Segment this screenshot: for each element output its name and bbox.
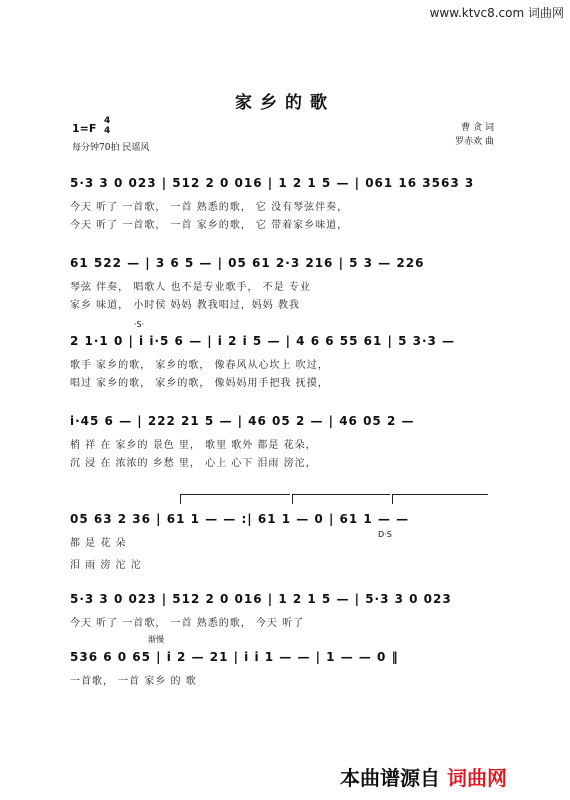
score-row-1-notes: 5·3 3 0 023 | 512 2 0 016 | 1 2 1 5 — | 061 16 3563 3 bbox=[70, 176, 475, 190]
volta-bracket-2 bbox=[292, 494, 390, 495]
watermark-bottom bbox=[340, 762, 507, 791]
meter-bottom: 4 bbox=[104, 126, 111, 136]
volta-bracket-2-edge bbox=[292, 494, 293, 504]
score-row-7-lyric-1: 一首歌， 一首 家乡 的 歌 bbox=[70, 676, 197, 687]
key-signature: 1=F bbox=[72, 122, 97, 135]
watermark-top: www.ktvc8.com 词曲网 bbox=[429, 6, 564, 20]
volta-bracket-1-edge bbox=[180, 494, 181, 504]
score-row-4-lyric-2: 沉 浸 在 浓浓的 乡愁 里， 心上 心下 泪雨 滂沱， bbox=[70, 458, 317, 469]
lyricist-credit: 曹 贪 词 bbox=[461, 123, 494, 133]
score-row-5-notes: 05 63 2 36 | 61 1 — — :| 61 1 — 0 | 61 1 — — bbox=[70, 512, 410, 526]
score-row-2-notes: 61 522 — | 3 6 5 — | 05 61 2·3 216 | 5 3 — 226 bbox=[70, 256, 425, 270]
watermark-bottom-text: 本曲谱源自 bbox=[340, 766, 440, 790]
meter-top: 4 bbox=[104, 116, 111, 126]
score-row-3-lyric-1: 歌手 家乡的歌， 家乡的歌， 像春风从心坎上 吹过， bbox=[70, 360, 329, 371]
score-row-5-lyric-2: 泪 雨 滂 沱 沱 bbox=[70, 560, 142, 571]
score-row-4-notes: i·45 6 — | 222 21 5 — | 46 05 2 — | 46 05 2 — bbox=[70, 414, 415, 428]
score-row-1-lyric-2: 今天 听了 一首歌， 一首 家乡的歌， 它 带着家乡味道， bbox=[70, 220, 349, 231]
score-row-3-lyric-2: 唱过 家乡的歌， 家乡的歌， 像妈妈用手把我 抚摸， bbox=[70, 378, 329, 389]
dal-segno-mark: D·S bbox=[378, 530, 392, 539]
score-row-4-lyric-1: 梢 祥 在 家乡的 景色 里， 歌里 歌外 都是 花朵， bbox=[70, 440, 317, 451]
score-row-3-notes: 2 1·1 0 | i i·5 6 — | i 2 i 5 — | 4 6 6 55 61 | 5 3·3 — bbox=[70, 334, 456, 348]
score-row-6-notes: 5·3 3 0 023 | 512 2 0 016 | 1 2 1 5 — | 5·3 3 0 023 bbox=[70, 592, 452, 606]
score-row-5-lyric-1: 都 是 花 朵 bbox=[70, 538, 127, 549]
tempo-marking: 每分钟70拍 民谣风 bbox=[72, 143, 150, 153]
time-signature bbox=[104, 116, 110, 136]
score-row-2-lyric-1: 琴弦 伴奏， 唱歌人 也不是专业歌手， 不是 专业 bbox=[70, 282, 311, 293]
score-row-1-lyric-1: 今天 听了 一首歌， 一首 熟悉的歌， 它 没有琴弦伴奏， bbox=[70, 202, 349, 213]
song-title: 家乡的歌 bbox=[235, 93, 335, 113]
segno-mark: ·S· bbox=[134, 320, 145, 329]
volta-bracket-3 bbox=[392, 494, 488, 495]
volta-bracket-1 bbox=[180, 494, 290, 495]
ritardando-mark: 渐慢 bbox=[148, 635, 164, 644]
score-row-6-lyric-1: 今天 听了 一首歌， 一首 熟悉的歌， 今天 听了 bbox=[70, 618, 305, 629]
score-row-7-notes: 536 6 0 65 | i 2 — 21 | i i 1 — — | 1 — — 0 ‖ bbox=[70, 650, 399, 664]
watermark-bottom-brand: 词曲网 bbox=[446, 766, 507, 790]
score-row-2-lyric-2: 家乡 味道， 小时侯 妈妈 教我唱过，妈妈 教我 bbox=[70, 300, 300, 311]
composer-credit: 罗赤欢 曲 bbox=[455, 137, 494, 147]
volta-bracket-3-edge bbox=[392, 494, 393, 504]
